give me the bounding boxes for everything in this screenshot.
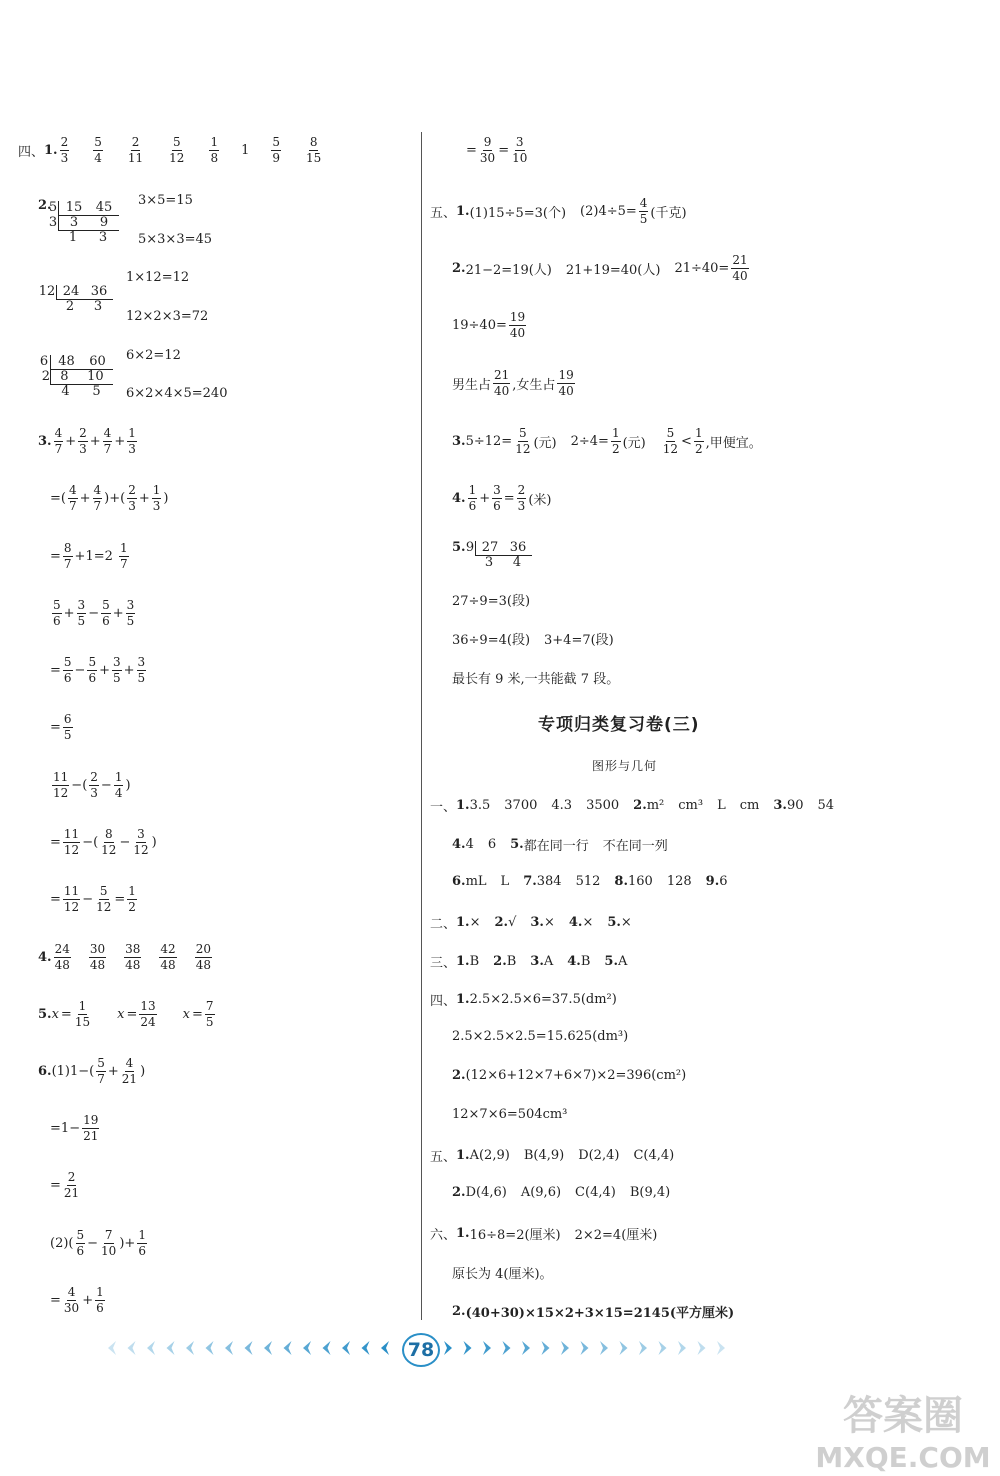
chevron-icon: [581, 1341, 589, 1355]
s4-line3: 2. (12×6+12×7+6×7)×2=396(cm²): [452, 1068, 687, 1083]
conclusion: 原长为 4(厘米)。: [452, 1267, 553, 1282]
chevron-icon: [659, 1341, 667, 1355]
chevron-icon: [128, 1341, 136, 1355]
chevron-icon: [503, 1341, 511, 1355]
fraction: $\frac{3}{6}$: [493, 483, 501, 513]
section-title: 专项归类复习卷(三): [538, 715, 700, 735]
chevron-icon: [245, 1341, 253, 1355]
r-q5-1: 五、 1. (1)15÷5=3(个) (2)4÷5= $\frac{4}{5}$ (千克): [430, 196, 687, 226]
q3-line2: = ( 4 7 + $\frac{4}{7}$ )+( 2 3 + $\frac{1}{3}$ ): [50, 483, 169, 513]
q3-line8: = $\frac{11}{12}$ − ( 8 12 − $\frac{3}{12}$ ): [50, 827, 157, 857]
equation-pair: 36÷9=4(段) 3+4=7(段): [452, 633, 614, 648]
fraction: 5 12: [662, 426, 679, 456]
fraction: 30 48: [89, 942, 106, 972]
chevron-icon: [323, 1341, 331, 1355]
svg-text:答案圈: 答案圈: [843, 1393, 963, 1439]
q6-line1: 6. (1) 1−( 5 7 + $\frac{4}{21}$ ): [38, 1056, 146, 1086]
fraction: 1 6: [468, 483, 477, 513]
chevron-icon: [342, 1341, 350, 1355]
ladder-division-4: 9 27 36 3 4: [465, 541, 532, 570]
chevron-icon: [717, 1341, 725, 1355]
chevron-icon: [464, 1341, 472, 1355]
q3-line7: 11 12 − ( 2 3 − $\frac{1}{4}$ ): [53, 770, 131, 800]
fraction: 1 8: [210, 135, 219, 165]
fraction: $\frac{2}{3}$: [79, 426, 87, 456]
ladder-division-3: 6 48 60 2 8 10 4 5: [38, 355, 113, 399]
conclusion: 最长有 9 米,一共能截 7 段。: [452, 672, 620, 687]
fraction: $\frac{19}{40}$: [509, 310, 526, 340]
fraction: $\frac{1}{3}$: [152, 483, 161, 513]
fraction: $\frac{1}{6}$: [138, 1228, 146, 1258]
q3-line5: = $\frac{5}{6}$ − $\frac{5}{6}$ + $\frac{3}{5}$ + $\frac{3}{5}$: [50, 655, 146, 685]
chevron-icon: [147, 1341, 155, 1355]
q6-line2: = 1 − $\frac{19}{21}$: [50, 1113, 99, 1143]
fraction: 38 48: [125, 942, 141, 972]
r-q5-2: 2. 21−2=19(人) 21+19=40(人) 21÷40= $\frac{21}{40}$: [452, 253, 748, 283]
s3-line: 三、 1. B 2. B 3. A 4. B 5. A: [430, 954, 628, 971]
fraction: 20 48: [195, 942, 211, 972]
fraction: $\frac{3}{5}$: [113, 655, 121, 685]
fraction: 42 48: [160, 942, 176, 972]
r-cont-line: = $\frac{9}{30}$ = $\frac{3}{10}$: [466, 135, 528, 165]
fraction: $\frac{4}{7}$: [93, 483, 102, 513]
chevron-icon: [698, 1341, 706, 1355]
svg-text:MXQE.COM: MXQE.COM: [815, 1441, 991, 1474]
q4b-line: 4. 24 48 30 48 38 48 42 48 20 48: [38, 942, 211, 972]
fraction: $\frac{4}{5}$: [639, 196, 648, 226]
fraction: 4 7: [54, 426, 63, 456]
r-q5-2b: 19÷40= $\frac{19}{40}$: [452, 310, 526, 340]
q4-line1: 四、 1. 2 3 5 4 2 11 5 12 1 8 1 5 9 8 15: [18, 136, 324, 164]
fraction: $\frac{7}{10}$: [101, 1228, 117, 1258]
equation: 12×7×6=504cm³: [452, 1107, 568, 1122]
chevron-icon: [206, 1341, 214, 1355]
ladder-division-1: 5 15 45 3 3 9 1 3: [48, 201, 119, 245]
chevron-icon: [620, 1341, 628, 1355]
q3-line4: 5 6 + $\frac{3}{5}$ − $\frac{5}{6}$ + $\frac{3}{5}$: [53, 598, 135, 628]
equation: 5×3×3=45: [138, 232, 213, 247]
chevron-icon: [284, 1341, 292, 1355]
s1-line3: 6. mL L 7. 384 512 8. 160 128 9. 6: [452, 874, 728, 889]
fraction: 5 6: [76, 1228, 85, 1258]
chevron-icon: [600, 1341, 608, 1355]
fraction: $\frac{5}{12}$: [96, 884, 112, 914]
s5-line2: 2. D(4,6) A(9,6) C(4,4) B(9,4): [452, 1185, 671, 1200]
watermark-logo: [808, 1385, 998, 1475]
chevron-icon: [186, 1341, 194, 1355]
fraction: 8 12: [101, 827, 117, 857]
chevron-icon: [303, 1341, 311, 1355]
q6-line3: = $\frac{2}{21}$: [50, 1170, 80, 1200]
equation: 27÷9=3(段): [452, 594, 531, 609]
chevron-icon: [522, 1341, 530, 1355]
fraction: $\frac{4}{21}$: [121, 1056, 138, 1086]
chevron-icon: [225, 1341, 233, 1355]
fraction: 5 6: [53, 598, 61, 628]
fraction: 21 40: [494, 368, 510, 398]
fraction: $\frac{21}{40}$: [732, 253, 748, 283]
equation: 3×5=15: [138, 193, 193, 208]
r-q5-3: 3. 5÷12= $\frac{5}{12}$ (元) 2÷4= $\frac{1}{2}$ (元) 5 12 < 1 2 ,甲便宜。: [452, 426, 762, 456]
r-q5-2c: 男生占 21 40 ,女生占 19 40: [452, 368, 574, 398]
fraction: $\frac{1}{15}$: [74, 999, 91, 1029]
fraction: $\frac{1}{2}$: [611, 426, 620, 456]
q4-2-label: 2.: [38, 198, 52, 213]
fraction: $\frac{3}{5}$: [137, 655, 146, 685]
fraction: $\frac{2}{3}$: [517, 483, 526, 513]
fraction: 2 11: [127, 135, 144, 165]
fraction: 5 4: [94, 135, 102, 165]
fraction: 1 7: [120, 541, 128, 571]
column-divider: [421, 132, 422, 1320]
q4-1-fractions: [58, 136, 325, 164]
chevron-icon: [561, 1341, 569, 1355]
fraction: $\frac{1}{3}$: [128, 426, 136, 456]
r-q5-5-label: 5.: [452, 540, 466, 555]
fraction: $\frac{7}{5}$: [205, 999, 214, 1029]
fraction: 2 3: [60, 135, 69, 165]
s5-line1: 五、 1. A(2,9) B(4,9) D(2,4) C(4,4): [430, 1148, 675, 1165]
fraction: $\frac{5}{6}$: [63, 655, 72, 685]
fraction: $\frac{3}{5}$: [77, 598, 86, 628]
fraction: 4 7: [68, 483, 77, 513]
fraction: $\frac{1}{2}$: [128, 884, 136, 914]
fraction: 11 12: [53, 770, 69, 800]
q3-line1: 3. 4 7 + $\frac{2}{3}$ + $\frac{4}{7}$ + $\frac{1}{3}$: [38, 426, 136, 456]
fraction: $\frac{11}{12}$: [63, 827, 80, 857]
chevron-icon: [362, 1341, 370, 1355]
equation: 6×2=12: [126, 348, 181, 363]
chevron-icon: [381, 1341, 389, 1355]
fraction: 2 3: [128, 483, 136, 513]
q5-line: 5. x = $\frac{1}{15}$ x = $\frac{13}{24}$ x = $\frac{7}{5}$: [38, 999, 214, 1029]
equation: 12×2×3=72: [126, 309, 209, 324]
chevron-icon: [678, 1341, 686, 1355]
fraction: $\frac{13}{24}$: [140, 999, 156, 1029]
whole-number: 1: [241, 142, 250, 158]
fraction: $\frac{1}{6}$: [96, 1285, 104, 1315]
fraction: $\frac{6}{5}$: [63, 712, 72, 742]
q3-line3: = $\frac{8}{7}$ +1=2 1 7: [50, 541, 128, 571]
q6-line4: (2) ( 5 6 − $\frac{7}{10}$ ) + $\frac{1}{6}$: [50, 1228, 146, 1258]
fraction: $\frac{8}{7}$: [63, 541, 72, 571]
fraction: $\frac{4}{30}$: [63, 1285, 80, 1315]
s6-line3: 2. (40+30)×15×2+3×15=2145(平方厘米): [452, 1304, 735, 1321]
ladder-division-2: 12 24 36 2 3: [38, 285, 113, 314]
chevron-icon: [264, 1341, 272, 1355]
q3-line9: = $\frac{11}{12}$ − $\frac{5}{12}$ = $\frac{1}{2}$: [50, 884, 136, 914]
s1-line2: 4. 4 6 5. 都在同一行 不在同一列: [452, 837, 668, 854]
fraction: $\frac{5}{6}$: [102, 598, 110, 628]
fraction: $\frac{19}{21}$: [83, 1113, 99, 1143]
s6-line1: 六、 1. 16÷8=2(厘米) 2×2=4(厘米): [430, 1226, 658, 1243]
fraction: $\frac{1}{4}$: [114, 770, 123, 800]
chevron-icon: [639, 1341, 647, 1355]
fraction: 19 40: [558, 368, 574, 398]
fraction: 5 7: [97, 1056, 105, 1086]
fraction: $\frac{4}{7}$: [103, 426, 112, 456]
chevron-icon: [483, 1341, 491, 1355]
page-number: 78: [402, 1333, 440, 1367]
fraction: 1 2: [694, 426, 703, 456]
s1-line1: 一、 1. 3.5 3700 4.3 3500 2. m² cm³ L cm 3. 90 54: [430, 798, 835, 815]
fraction: $\frac{2}{21}$: [63, 1170, 80, 1200]
fraction: 2 3: [90, 770, 98, 800]
fraction: $\frac{5}{12}$: [515, 426, 531, 456]
s2-line: 二、 1. × 2. √ 3. × 4. × 5. ×: [430, 915, 632, 932]
fraction: $\frac{3}{12}$: [133, 827, 149, 857]
equation: 1×12=12: [126, 270, 190, 285]
fraction: $\frac{11}{12}$: [63, 884, 80, 914]
fraction: $\frac{3}{5}$: [126, 598, 135, 628]
q3-line6: = $\frac{6}{5}$: [50, 712, 72, 742]
fraction: $\frac{5}{6}$: [88, 655, 97, 685]
section-subtitle: 图形与几何: [592, 759, 658, 773]
fraction: 5 12: [169, 135, 185, 165]
fraction: 5 9: [272, 135, 280, 165]
equation: 2.5×2.5×2.5=15.625(dm³): [452, 1029, 629, 1044]
r-q5-4: 4. 1 6 + $\frac{3}{6}$ = $\frac{2}{3}$ (米): [452, 483, 552, 513]
fraction: $\frac{9}{30}$: [479, 135, 496, 165]
fraction: 24 48: [54, 942, 70, 972]
equation: 6×2×4×5=240: [126, 386, 228, 401]
fraction: $\frac{3}{10}$: [512, 135, 528, 165]
q6-line5: = $\frac{4}{30}$ + $\frac{1}{6}$: [50, 1285, 104, 1315]
s4-line1: 四、 1. 2.5×2.5×6=37.5(dm²): [430, 992, 617, 1009]
chevron-icon: [444, 1341, 452, 1355]
chevron-icon: [167, 1341, 175, 1355]
chevron-icon: [542, 1341, 550, 1355]
chevron-icon: [108, 1341, 116, 1355]
fraction: 8 15: [306, 135, 322, 165]
